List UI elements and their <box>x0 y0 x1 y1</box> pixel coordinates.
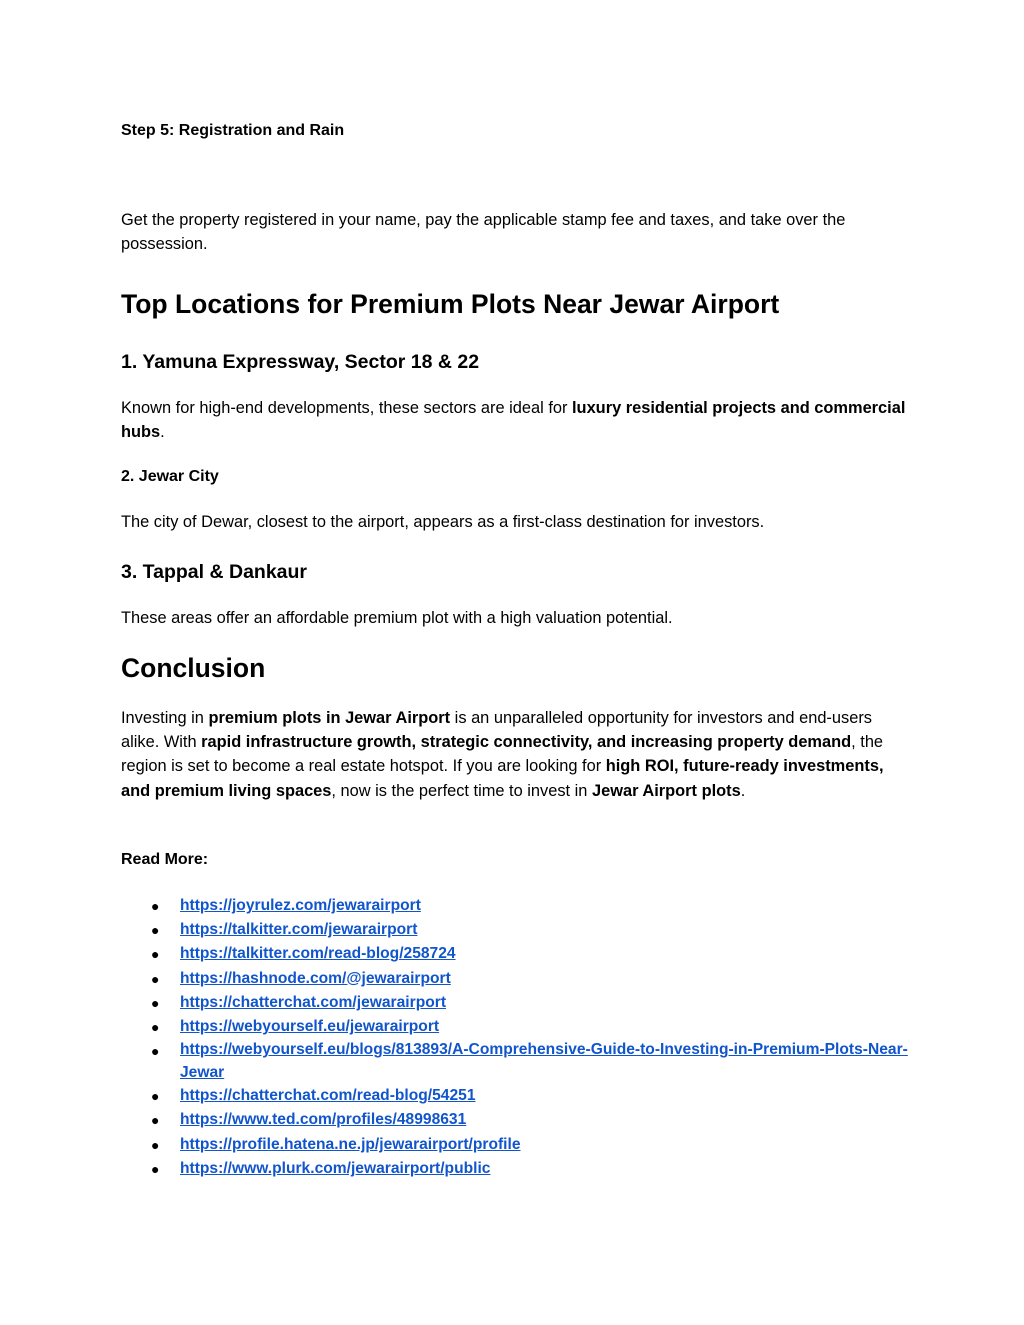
list-item <box>121 918 911 942</box>
yamuna-paragraph <box>121 396 911 444</box>
link-chatterchat[interactable]: https://chatterchat.com/jewarairport <box>180 993 447 1011</box>
bullet-icon: ● <box>151 1019 160 1036</box>
link-hatena[interactable]: https://profile.hatena.ne.jp/jewarairport/profile <box>180 1135 521 1153</box>
tappal-paragraph: These areas offer an affordable premium plot with a high valuation potential. <box>121 609 673 627</box>
bullet-icon: ● <box>151 1112 160 1129</box>
list-item <box>121 967 911 991</box>
conclusion-bold-2: rapid infrastructure growth, strategic connectivity, and increasing property demand <box>201 733 852 752</box>
jewar-paragraph: The city of Dewar, closest to the airport, appears as a first-class destination for investors. <box>121 513 765 531</box>
bullet-icon: ● <box>151 1088 160 1105</box>
link-joyrulez[interactable]: https://joyrulez.com/jewarairport <box>180 897 421 914</box>
link-plurk[interactable]: https://www.plurk.com/jewarairport/public <box>180 1159 491 1177</box>
link-hashnode[interactable]: https://hashnode.com/@jewarairport <box>180 969 451 987</box>
list-item <box>121 1084 911 1108</box>
list-item <box>121 1039 911 1084</box>
bullet-icon: ● <box>151 1043 160 1060</box>
conclusion-text-1: Investing in <box>121 709 209 727</box>
tappal-heading: 3. Tappal & Dankaur <box>121 561 308 583</box>
bullet-icon: ● <box>151 946 160 963</box>
link-talkitter-blog[interactable]: https://talkitter.com/read-blog/258724 <box>180 945 456 963</box>
bullet-icon: ● <box>151 898 160 914</box>
list-item <box>121 942 911 966</box>
conclusion-heading: Conclusion <box>121 653 266 683</box>
jewar-heading: 2. Jewar City <box>121 468 219 485</box>
bullet-icon: ● <box>151 1136 160 1153</box>
bullet-icon: ● <box>151 970 160 987</box>
bullet-icon: ● <box>151 1160 160 1177</box>
link-ted[interactable]: https://www.ted.com/profiles/48998631 <box>180 1111 467 1129</box>
conclusion-text-4: , now is the perfect time to invest in <box>331 781 592 800</box>
conclusion-bold-4: Jewar Airport plots <box>591 781 741 800</box>
read-more-list <box>121 894 911 1181</box>
locations-heading: Top Locations for Premium Plots Near Jewar Airport <box>121 289 780 319</box>
conclusion-text-2: is an unparalleled opportunity for investors and end-users alike. With <box>121 709 872 752</box>
yamuna-heading: 1. Yamuna Expressway, Sector 18 & 22 <box>121 351 480 373</box>
conclusion-bold-1: premium plots in Jewar Airport <box>208 709 451 727</box>
bullet-icon: ● <box>151 922 160 939</box>
conclusion-paragraph <box>121 706 911 803</box>
link-webyourself-blog[interactable]: https://webyourself.eu/blogs/813893/A-Comprehensive-Guide-to-Investing-in-Premium-Plots-Near-Jewar <box>180 1041 908 1081</box>
yamuna-text-1: Known for high-end developments, these sectors are ideal for <box>121 399 572 417</box>
list-item <box>121 1157 911 1181</box>
yamuna-text-2: . <box>160 423 165 442</box>
list-item <box>121 894 911 918</box>
list-item <box>121 1108 911 1132</box>
list-item <box>121 1015 911 1039</box>
read-more-heading: Read More: <box>121 851 209 868</box>
list-item <box>121 991 911 1015</box>
conclusion-text-5: . <box>740 781 746 800</box>
yamuna-bold-1: luxury residential projects and commercial hubs <box>121 399 906 442</box>
link-webyourself[interactable]: https://webyourself.eu/jewarairport <box>180 1018 440 1036</box>
conclusion-text-3: , the region is set to become a real estate hotspot. If you are looking for <box>121 733 884 776</box>
list-item <box>121 1133 911 1157</box>
bullet-icon: ● <box>151 994 160 1011</box>
conclusion-bold-3: high ROI, future-ready investments, and premium living spaces <box>121 757 884 800</box>
step-heading: Step 5: Registration and Rain <box>121 122 345 139</box>
link-chatterchat-blog[interactable]: https://chatterchat.com/read-blog/54251 <box>180 1087 476 1105</box>
link-talkitter[interactable]: https://talkitter.com/jewarairport <box>180 921 418 939</box>
step-paragraph: Get the property registered in your name, pay the applicable stamp fee and taxes, and take over the possession. <box>121 211 846 254</box>
